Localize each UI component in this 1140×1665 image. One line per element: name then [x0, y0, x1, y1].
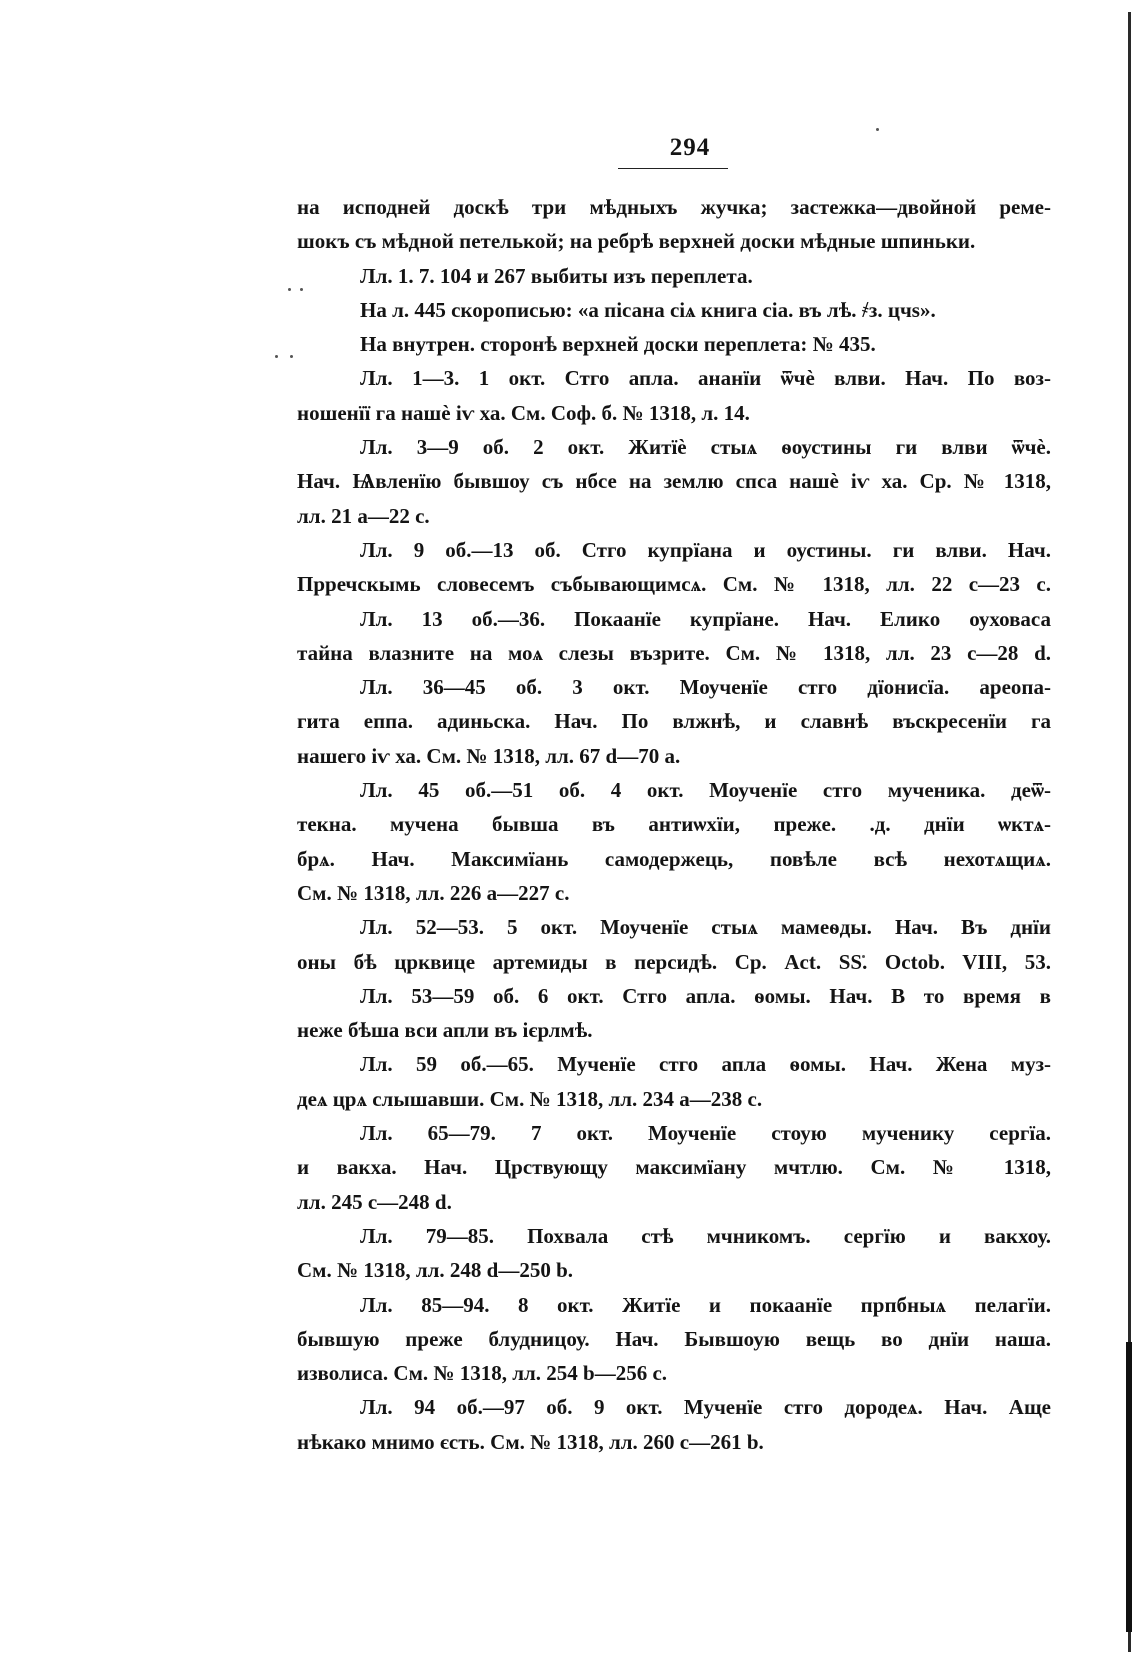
text-line: гита еппа. адиньска. Нач. По влжнѣ, и славнѣ въскресенїи га: [297, 709, 1051, 734]
text-line: Лл. 53—59 об. 6 окт. Стго апла. ѳомы. Нач. В то время в: [360, 983, 1051, 1008]
text-line: Лл. 59 об.—65. Мученїе стго апла ѳомы. Нач. Жена муз-: [360, 1052, 1051, 1077]
text-line: Прречскымь словесемъ събывающимсѧ. См. № 1318, лл. 22 с—23 с.: [297, 572, 1051, 597]
scan-speck: [275, 355, 278, 358]
text-line: бывшую преже блудницоу. Нач. Бывшоую вещь во днїи наша.: [297, 1326, 1051, 1351]
text-line: Лл. 79—85. Похвала стѣ мчникомъ. сергїю и вакхоу.: [360, 1223, 1051, 1248]
text-line: Лл. 65—79. 7 окт. Моученїе стоую мученику сергїа.: [360, 1121, 1051, 1146]
text-line: Лл. 94 об.—97 об. 9 окт. Мученїе стго дородеѧ. Нач. Аще: [360, 1395, 1051, 1420]
text-line: нашего іѵ ха. См. № 1318, лл. 67 d—70 а.: [297, 743, 681, 768]
page-number-rule: [618, 168, 728, 169]
text-line: Лл. 9 об.—13 об. Стго купрїана и оустины. ги влви. Нач.: [360, 537, 1051, 562]
text-line: на исподней доскѣ три мѣдныхъ жучка; застежка—двойной реме-: [297, 195, 1051, 219]
text-line: Нач. Ѩвленїю бывшоу съ нбсе на землю спса нашѐ іѵ ха. Ср. № 1318,: [297, 469, 1051, 494]
text-line: лл. 245 с—248 d.: [297, 1189, 452, 1214]
text-line: Лл. 52—53. 5 окт. Моученїе стыѧ мамеѳды. Нач. Въ днїи: [360, 915, 1051, 940]
text-line: нѣкако мнимо єсть. См. № 1318, лл. 260 с—261 b.: [297, 1429, 764, 1454]
text-line: оны бѣ црквице артемиды в персидѣ. Ср. Act. SS. Octob. VIII, 53.: [297, 949, 1051, 974]
page-number: 294: [669, 134, 711, 161]
catalog-text-block: [297, 190, 1051, 1459]
text-line: шокъ съ мѣдной петелькой; на ребрѣ верхней доски мѣдные шпиньки.: [297, 229, 976, 254]
text-line: Лл. 1—3. 1 окт. Стго апла. ананїи ѿчѐ влви. Нач. По воз-: [360, 366, 1051, 391]
text-line: Лл. 1. 7. 104 и 267 выбиты изъ переплета.: [360, 263, 753, 288]
text-line: Лл. 85—94. 8 окт. Житїе и покаанїе прпбныѧ пелагїи.: [360, 1292, 1051, 1317]
text-line: изволиса. См. № 1318, лл. 254 b—256 с.: [297, 1361, 668, 1386]
page-edge-shadow: [1128, 12, 1131, 1652]
text-line: См. № 1318, лл. 226 а—227 с.: [297, 880, 570, 905]
text-line: неже бѣша вси апли въ ієрлмѣ.: [297, 1018, 593, 1043]
text-line: лл. 21 а—22 с.: [297, 503, 430, 528]
text-line: Лл. 3—9 об. 2 окт. Житїѐ стыѧ ѳоустины ги влви ѿчѐ.: [360, 435, 1051, 460]
scan-speck: [290, 355, 293, 358]
text-line: На внутрен. сторонѣ верхней доски переплета: № 435.: [360, 332, 876, 357]
text-line: деѧ црѧ слышавши. См. № 1318, лл. 234 а—238 с.: [297, 1086, 763, 1111]
text-line: См. № 1318, лл. 248 d—250 b.: [297, 1258, 573, 1283]
text-line: Лл. 36—45 об. 3 окт. Моученїе стго дїонисїа. ареопа-: [360, 675, 1051, 700]
text-line: тайна влазните на моѧ слезы възрите. См. № 1318, лл. 23 с—28 d.: [297, 640, 1051, 665]
text-line: текна. мучена бывша въ антиѡхїи, преже. .д. днїи ѡктѧ-: [297, 812, 1051, 837]
text-line: Лл. 13 об.—36. Покаанїе купрїане. Нач. Елико оуховаса: [360, 606, 1051, 631]
text-line: Лл. 45 об.—51 об. 4 окт. Моученїе стго мученика. деѿ-: [360, 778, 1051, 803]
scan-speck: [876, 128, 879, 131]
text-line: На л. 445 скорописью: «а пісана сіѧ книга сіа. въ лѣ. ҂з. цчѕ».: [360, 297, 936, 322]
text-line: брѧ. Нач. Максимїань самодержець, повѣле всѣ нехотѧщиѧ.: [297, 846, 1051, 871]
text-line: ношенїї га нашѐ іѵ ха. См. Соф. б. № 1318, л. 14.: [297, 400, 750, 425]
text-line: и вакха. Нач. Црствующу максимїану мчтлю. См. № 1318,: [297, 1155, 1051, 1180]
scan-speck: [288, 288, 291, 291]
